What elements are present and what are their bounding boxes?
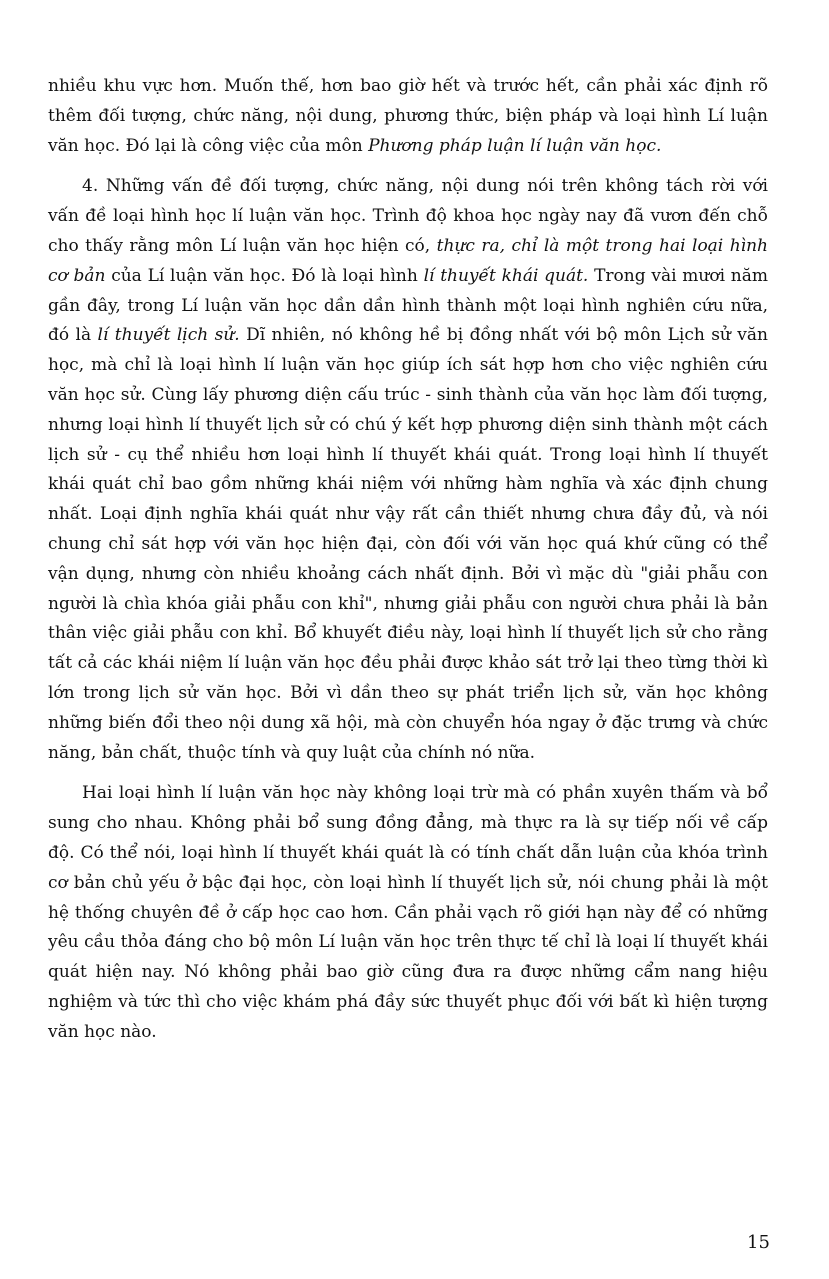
italic-text-segment: Phương pháp luận lí luận văn học. <box>368 135 662 156</box>
text-segment: của Lí luận văn học. Đó là loại hình <box>105 265 424 286</box>
italic-text-segment: lí thuyết lịch sử. <box>97 325 240 346</box>
text-segment: nhiều khu vực hơn. Muốn thế, hơn bao giờ hết và trước hết, cần phải xác định rõ thêm đối tượng, chức năng, nội dung, phương thức, biện pháp và loại hình Lí luận văn học. Đó lại là công việc của môn <box>48 76 768 156</box>
text-segment: Dĩ nhiên, nó không hề bị đồng nhất với bộ môn Lịch sử văn học, mà chỉ là loại hình lí luận văn học giúp ích sát hợp hơn cho việc nghiên cứu văn học sử. Cùng lấy phương diện cấu trúc - sinh thành của văn học làm đối tượng, nhưng loại hình lí thuyết lịch sử có chú ý kết hợp phương diện sinh thành một cách lịch sử - cụ thể nhiều hơn loại hình lí thuyết khái quát. Trong loại hình lí thuyết khái quát chỉ bao gồm những khái niệm với những hàm nghĩa và xác định chung nhất. Loại định nghĩa khái quát như vậy rất cần thiết nhưng chưa đầy đủ, và nói chung chỉ sát hợp với văn học hiện đại, còn đối với văn học quá khứ cũng có thể vận dụng, nhưng còn nhiều khoảng cách nhất định. Bởi vì mặc dù "giải phẫu con người là chìa khóa giải phẫu con khỉ", nhưng giải phẫu con người chưa phải là bản thân việc giải phẫu con khỉ. Bổ khuyết điều này, loại hình lí thuyết lịch sử cho rằng tất cả các khái niệm lí luận văn học đều phải được khảo sát trở lại theo từng thời kì lớn trong lịch sử văn học. Bởi vì dần theo sự phát triển lịch sử, văn học không những biến đổi theo nội dung xã hội, mà còn chuyển hóa ngay ở đặc trưng và chức năng, bản chất, thuộc tính và quy luật của chính nó nữa. <box>48 325 768 763</box>
text-segment: 4. Những vấn đề đối tượng, chức năng, nội dung nói trên không tách rời với vấn đề loại hình học lí luận văn học. Trình độ khoa học ngày nay đã vươn đến chỗ cho thấy rằng môn Lí luận văn học hiện có, <box>48 176 768 256</box>
italic-text-segment: thực ra, chỉ là một trong hai loại hình cơ bản <box>48 235 768 286</box>
text-segment: Hai loại hình lí luận văn học này không loại trừ mà có phần xuyên thấm và bổ sung cho nhau. Không phải bổ sung đồng đẳng, mà thực ra là sự tiếp nối về cấp độ. Có thể nói, loại hình lí thuyết khái quát là có tính chất dẫn luận của khóa trình cơ bản chủ yếu ở bậc đại học, còn loại hình lí thuyết lịch sử, nói chung phải là một hệ thống chuyên đề ở cấp học cao hơn. Cần phải vạch rõ giới hạn này để có những yêu cầu thỏa đáng cho bộ môn Lí luận văn học trên thực tế chỉ là loại lí thuyết khái quát hiện nay. Nó không phải bao giờ cũng đưa ra được những cẩm nang hiệu nghiệm và tức thì cho việc khám phá đầy sức thuyết phục đối với bất kì hiện tượng văn học nào. <box>48 783 768 1042</box>
page-body <box>48 72 768 1048</box>
paragraph-hai-loai-hinh <box>48 779 768 1047</box>
paragraph-loai-hinh <box>48 172 768 768</box>
text-segment: Trong vài mươi năm gần đây, trong Lí luận văn học dần dần hình thành một loại hình nghiên cứu nữa, đó là <box>48 265 768 346</box>
page-number: 15 <box>747 1232 770 1253</box>
italic-text-segment: lí thuyết khái quát. <box>423 265 589 286</box>
paragraph-continuation <box>48 72 768 161</box>
